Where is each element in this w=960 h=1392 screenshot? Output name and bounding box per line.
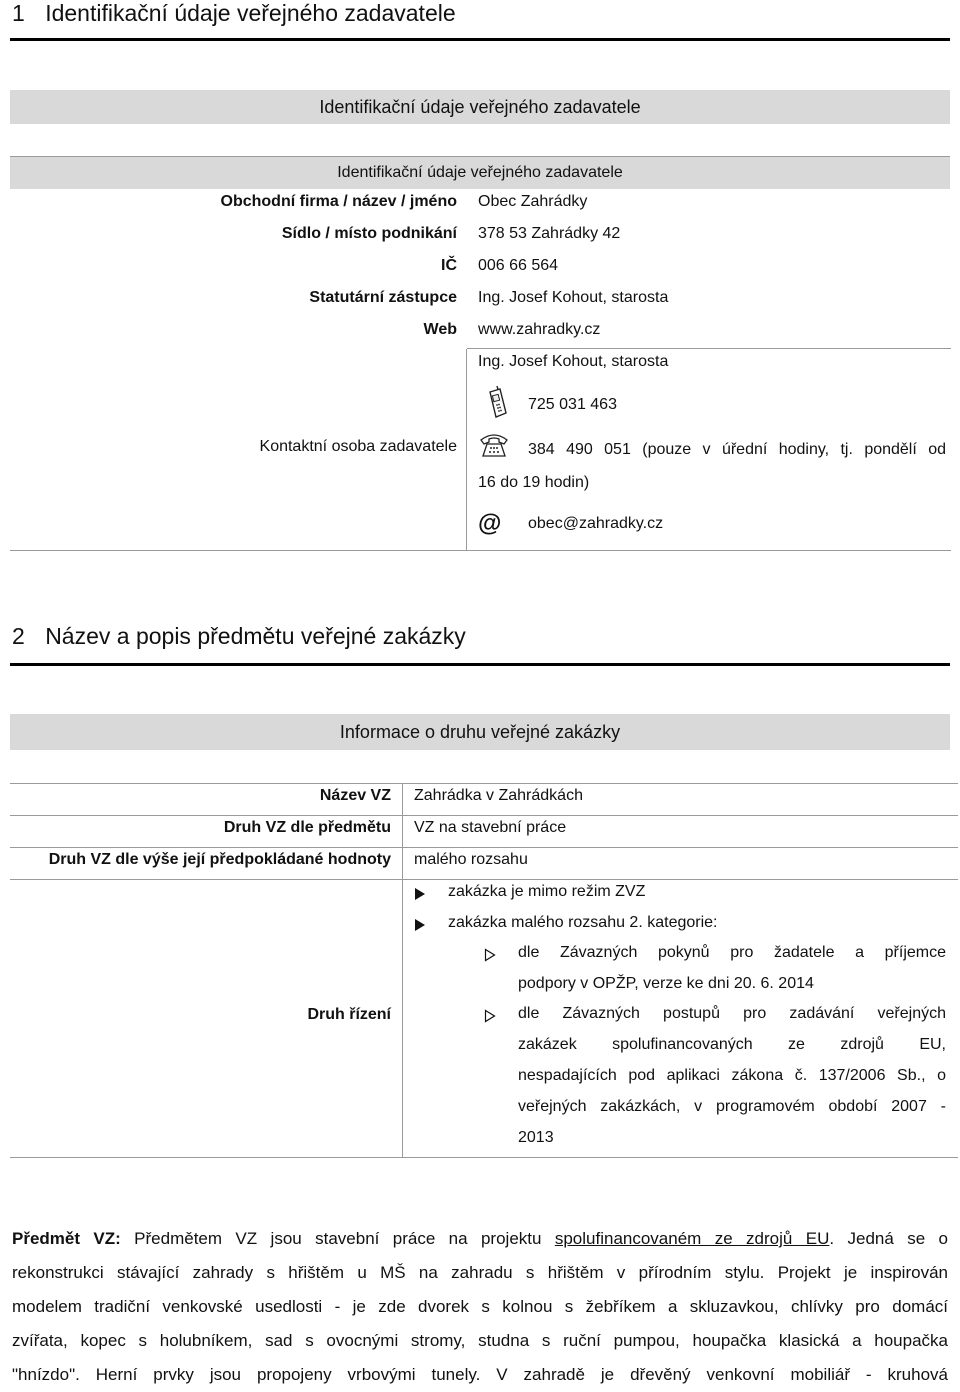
paragraph-line: rekonstrukci stávající zahrady s hřištěm u MŠ na zahradu s hřištěm v přírodním stylu. Projekt je inspirován [12,1263,948,1282]
at-sign-icon: @ [478,510,502,537]
paragraph-line: "hnízdo". Herní prvky jsou propojeny vrbovými tunely. V zahradě je dřevěný venkovní mobiliář - kruhová [12,1365,948,1384]
mobile-phone-icon [484,386,510,420]
sub-bullet-line: nespadajících pod aplikaci zákona č. 137/2006 Sb., o [518,1067,946,1084]
heading-rule [10,663,950,666]
eu-funding-link[interactable]: spolufinancovaném ze zdrojů EU [554,1229,830,1248]
email-link[interactable]: obec@zahradky.cz [528,515,664,532]
row-label: Druh VZ dle předmětu [223,819,391,836]
table-bottom-border [10,550,951,551]
sub-bullet-line: dle Závazných pokynů pro žadatele a příjemce [518,944,946,961]
row-label: Druh řízení [307,1006,391,1023]
subject-text: . Jedná se o [829,1229,948,1248]
row-value: 006 66 564 [478,257,559,274]
phone-number-line1: 384 490 051 (pouze v úřední hodiny, tj. pondělí od [528,441,946,458]
row-label: IČ [441,257,457,274]
contact-name: Ing. Josef Kohout, starosta [478,353,669,370]
row-label: Obchodní firma / název / jméno [220,193,457,210]
row-value: malého rozsahu [414,851,528,868]
row-divider [10,815,958,816]
contact-label: Kontaktní osoba zadavatele [259,438,457,455]
triangle-filled-icon [414,887,426,901]
sub-bullet-line: podpory v OPŽP, verze ke dni 20. 6. 2014 [518,975,814,992]
table-bottom-border [10,1157,958,1158]
row-label: Druh VZ dle výše její předpokládané hodnoty [48,851,391,868]
row-value: Ing. Josef Kohout, starosta [478,289,669,306]
section-title: Název a popis předmětu veřejné zakázky [45,623,466,649]
row-value: Obec Zahrádky [478,193,588,210]
section-banner [10,714,950,750]
sub-bullet-line: dle Závazných postupů pro zadávání veřejných [518,1005,946,1022]
section-number: 2 [12,623,25,649]
banner-text: Informace o druhu veřejné zakázky [339,722,621,742]
sub-bullet-line: veřejných zakázkách, v programovém období 2007 - [518,1098,946,1115]
paragraph-line: zvířata, kopec s holubníkem, sad s ovocnými stromy, studna s ruční pumpou, houpačka klasická a houpačka [12,1331,948,1350]
paragraph-line: modelem tradiční venkovské usedlosti - je zde dvorek s kolnou s žebříkem a skluzavkou, chlívky pro domácí [12,1297,948,1316]
row-divider [10,879,958,880]
subject-text: Předmětem VZ jsou stavební práce na projektu [120,1229,555,1248]
paragraph-line [12,1222,948,1256]
heading-rule [10,38,950,41]
banner-text: Identifikační údaje veřejného zadavatele [319,97,641,117]
row-label: Web [423,321,457,338]
sub-bullet-line: 2013 [518,1129,554,1146]
column-divider [466,349,467,550]
row-label: Sídlo / místo podnikání [281,225,457,242]
triangle-filled-icon [414,918,426,932]
table-top-border [10,783,958,784]
row-value: Zahrádka v Zahrádkách [414,787,583,804]
section-number: 1 [12,0,25,26]
triangle-outline-icon [484,948,496,962]
table-header [10,156,950,189]
subject-lead: Předmět VZ: [12,1229,121,1248]
section-banner [10,90,950,124]
phone-number-line2: 16 do 19 hodin) [478,474,590,491]
row-divider [467,348,951,349]
row-divider [10,847,958,848]
subject-paragraph [12,1222,948,1392]
row-label: Název VZ [319,787,391,804]
row-label: Statutární zástupce [309,289,457,306]
column-divider [402,783,403,1157]
section-2-heading [12,623,466,650]
section-title: Identifikační údaje veřejného zadavatele [45,0,456,26]
website-link[interactable]: www.zahradky.cz [478,321,601,338]
row-value: VZ na stavební práce [414,819,567,836]
sub-bullet-line: zakázek spolufinancovaných ze zdrojů EU, [518,1036,946,1053]
table-header-text: Identifikační údaje veřejného zadavatele [337,164,623,181]
bullet-text: zakázka malého rozsahu 2. kategorie: [448,914,718,931]
bullet-text: zakázka je mimo režim ZVZ [448,883,646,900]
telephone-icon [478,432,510,458]
row-value: 378 53 Zahrádky 42 [478,225,621,242]
section-1-heading [12,0,456,27]
mobile-number: 725 031 463 [528,396,617,413]
triangle-outline-icon [484,1009,496,1023]
